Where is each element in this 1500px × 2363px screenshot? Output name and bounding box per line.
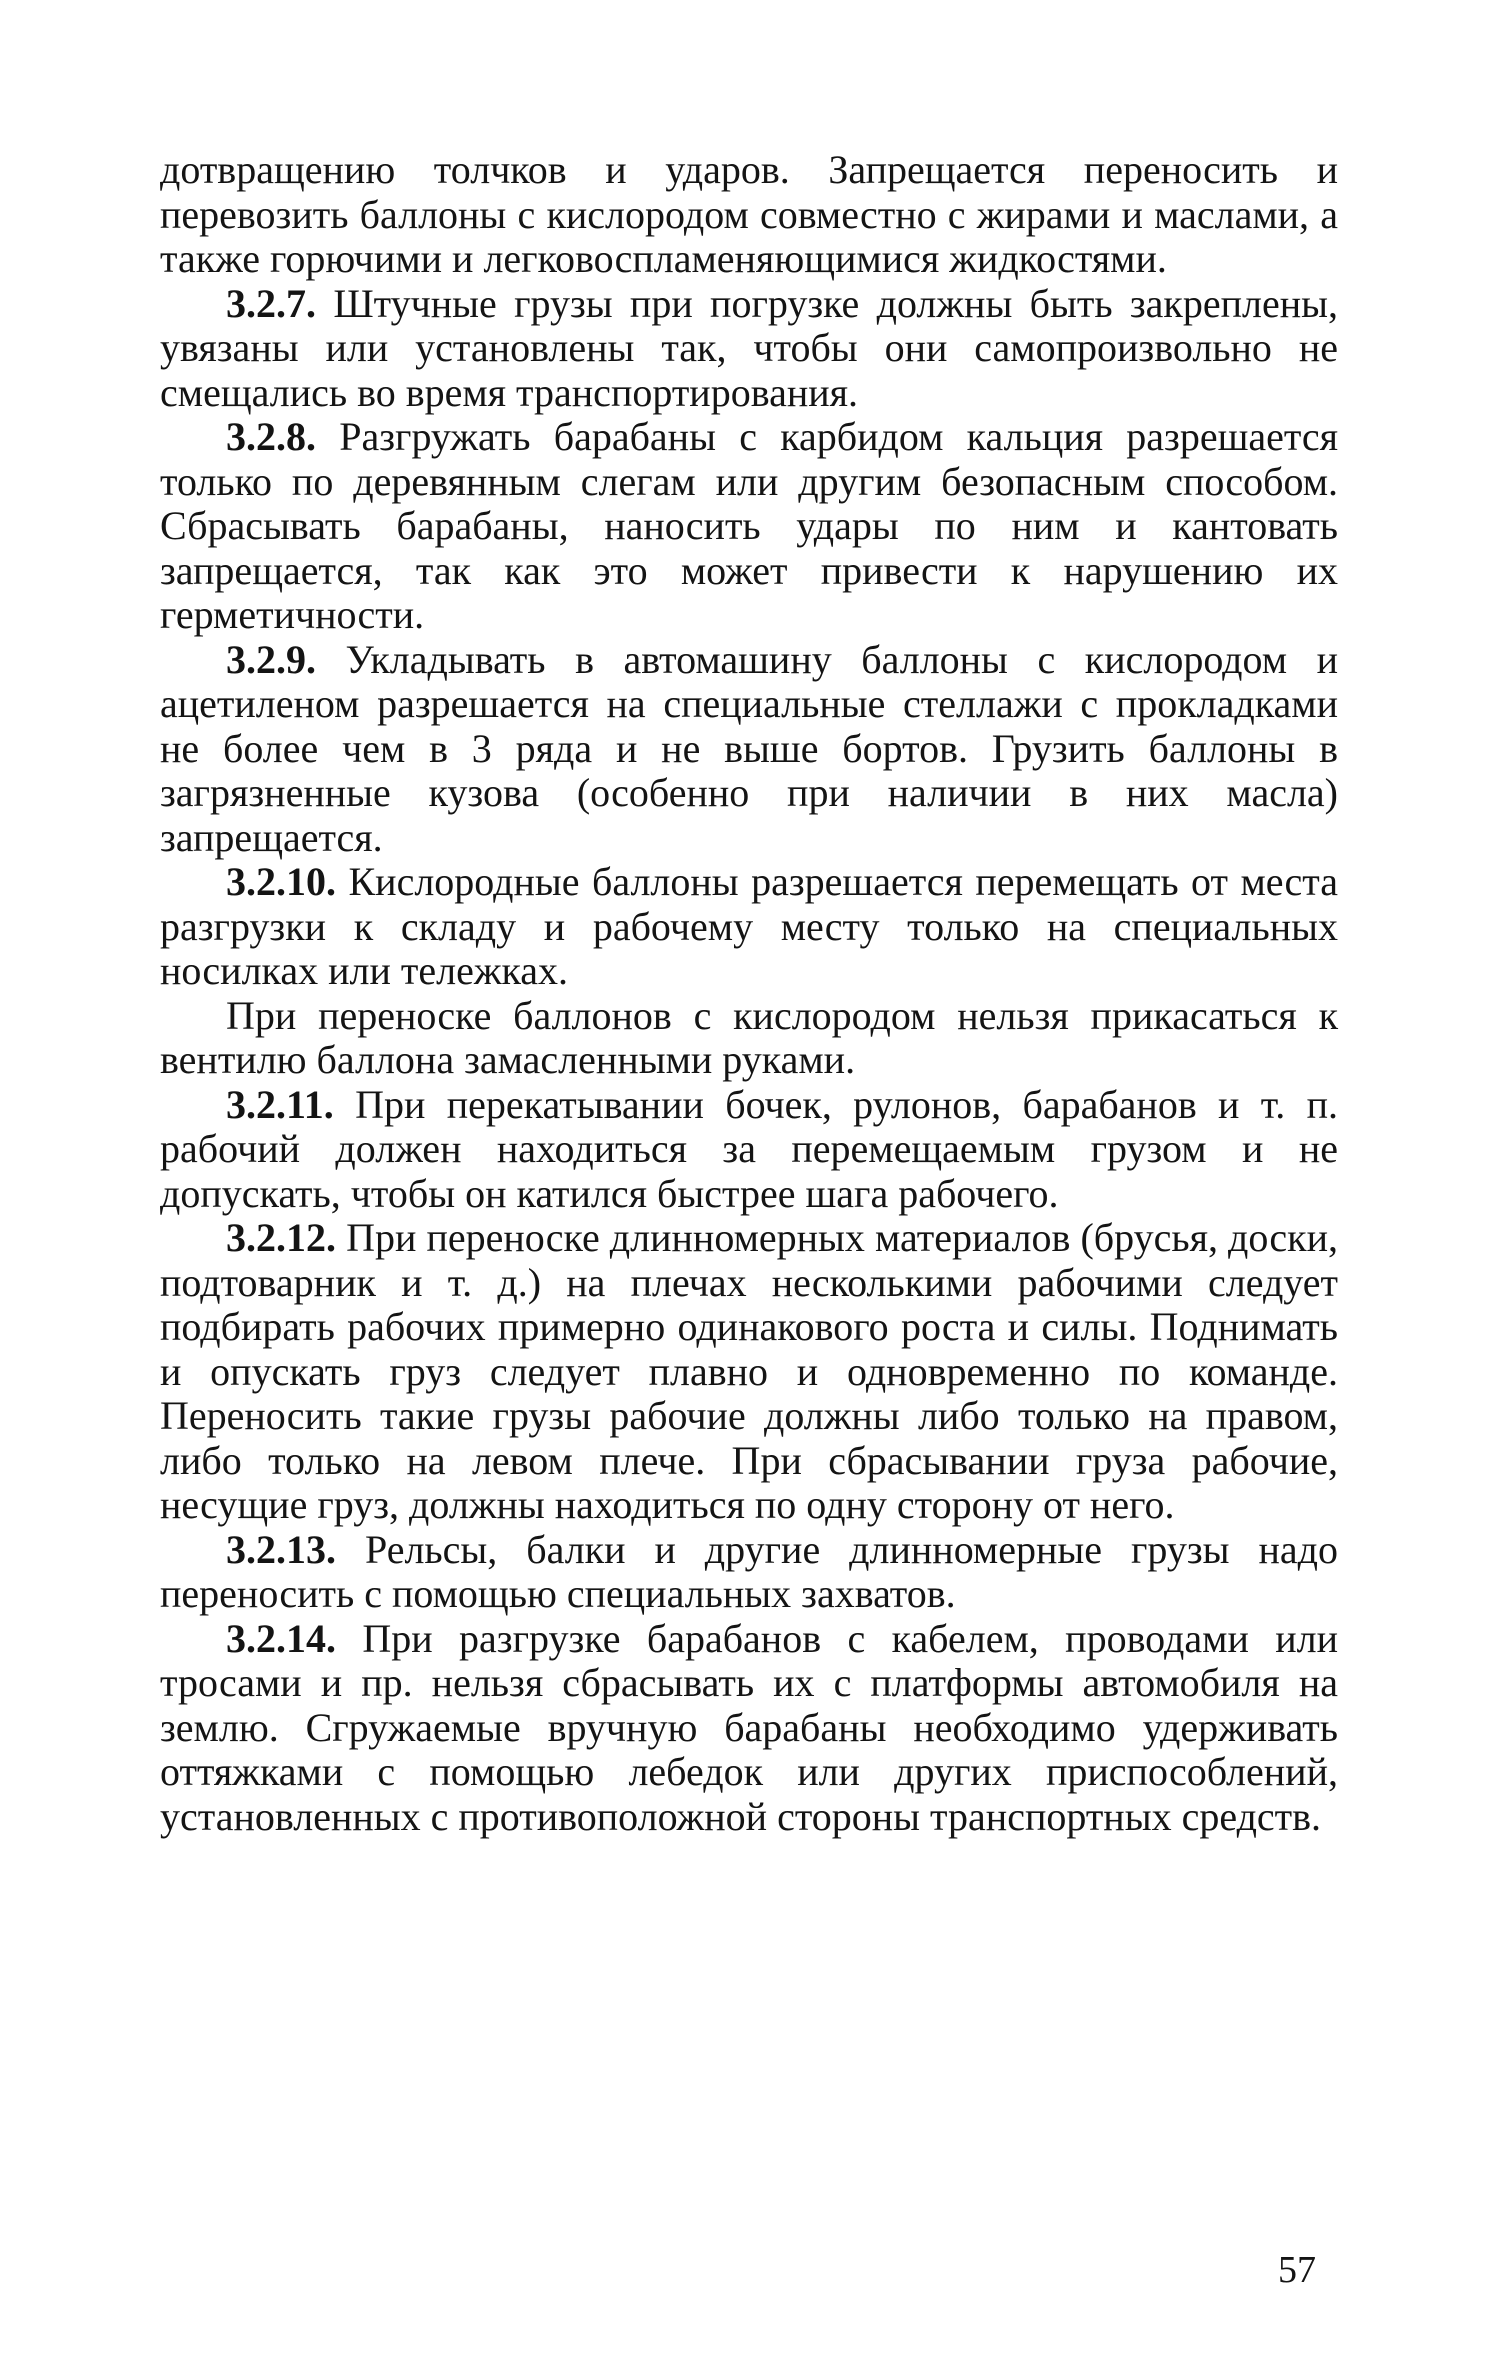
paragraph-text: Кислородные баллоны разрешается перемещать от места разгрузки к складу и рабочему месту только на специальных носилках или тележках. <box>160 859 1339 993</box>
paragraph-number: 3.2.13. <box>226 1526 336 1572</box>
paragraph-3-2-13 <box>160 1528 1338 1617</box>
paragraph-text: При переноске баллонов с кислородом нельзя прикасаться к вентилю баллона замасленными руками. <box>160 992 1338 1082</box>
paragraph-number: 3.2.14. <box>226 1615 336 1661</box>
paragraph-text: При переноске длинномерных материалов (брусья, доски, подтоварник и т. д.) на плечах несколькими рабочими следует подбирать рабочих примерно одинакового роста и силы. Поднимать и опускать груз следует плавно и одновременно по команде. Переносить такие грузы рабочие должны либо только на правом, либо только на левом плече. При сбрасывании груза рабочие, несущие груз, должны находиться по одну сторону от него. <box>160 1215 1339 1527</box>
paragraph-3-2-10 <box>160 860 1338 994</box>
paragraph-note <box>160 994 1338 1083</box>
paragraph-3-2-14 <box>160 1617 1338 1840</box>
paragraph-text: дотвращению толчков и ударов. Запрещается переносить и перевозить баллоны с кислородом совместно с жирами и маслами, а также горючими и легковоспламеняющимися жидкостями. <box>160 147 1338 281</box>
paragraph-3-2-11 <box>160 1083 1338 1217</box>
paragraph-number: 3.2.11. <box>226 1081 334 1127</box>
paragraph-text: Штучные грузы при погрузке должны быть закреплены, увязаны или установлены так, чтобы они самопроизвольно не смещались во время транспортирования. <box>160 280 1339 415</box>
paragraph-text: Укладывать в автомашину баллоны с кислородом и ацетиленом разрешается на специальные стеллажи с прокладками не более чем в 3 ряда и не выше бортов. Грузить баллоны в загрязненные кузова (особенно при наличии в них масла) запрещается. <box>160 636 1339 860</box>
page-number: 57 <box>1278 2249 1316 2291</box>
paragraph-number: 3.2.9. <box>226 636 316 682</box>
paragraph-text: Разгружать барабаны с карбидом кальция разрешается только по деревянным слегам или другим безопасным способом. Сбрасывать барабаны, наносить удары по ним и кантовать запрещается, так как это может привести к нарушению их герметичности. <box>160 414 1339 637</box>
body-text <box>160 148 1338 1839</box>
paragraph-text: При разгрузке барабанов с кабелем, проводами или тросами и пр. нельзя сбрасывать их с платформы автомобиля на землю. Сгружаемые вручную барабаны необходимо удерживать оттяжками с помощью лебедок или других приспособлений, установленных с противоположной стороны транспортных средств. <box>160 1615 1338 1839</box>
paragraph-number: 3.2.10. <box>226 859 336 904</box>
paragraph-number: 3.2.7. <box>226 280 316 326</box>
paragraph-text: Рельсы, балки и другие длинномерные грузы надо переносить с помощью специальных захватов. <box>160 1526 1339 1616</box>
paragraph-3-2-7 <box>160 282 1338 416</box>
paragraph-continuation <box>160 148 1338 282</box>
paragraph-3-2-9 <box>160 638 1338 861</box>
paragraph-number: 3.2.12. <box>226 1215 336 1260</box>
paragraph-3-2-8 <box>160 415 1338 638</box>
paragraph-3-2-12 <box>160 1216 1338 1528</box>
paragraph-number: 3.2.8. <box>226 414 316 459</box>
paragraph-text: При перекатывании бочек, рулонов, барабанов и т. п. рабочий должен находиться за перемещаемым грузом и не допускать, чтобы он катился быстрее шага рабочего. <box>160 1081 1338 1216</box>
